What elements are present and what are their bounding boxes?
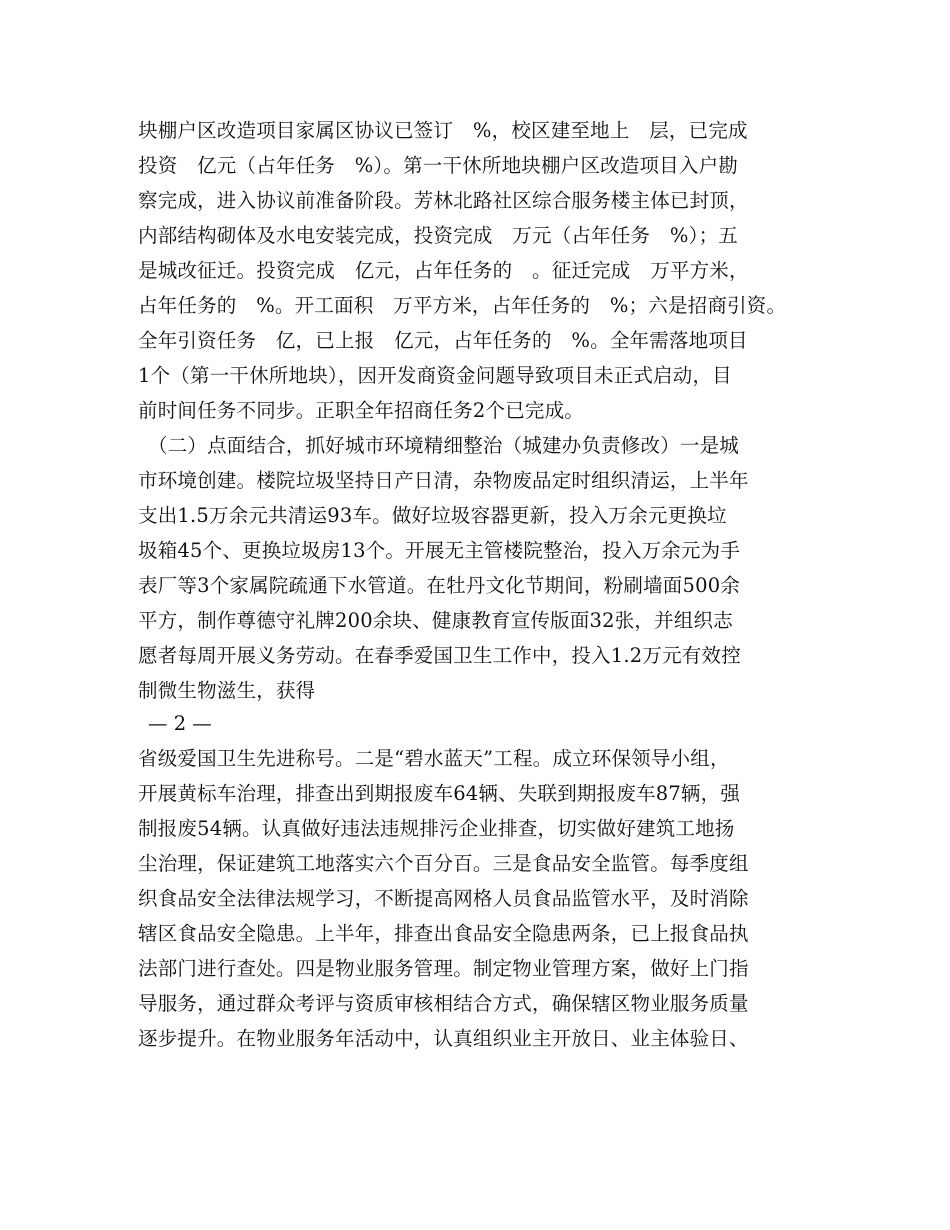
text-line: 辖区食品安全隐患。上半年，排查出食品安全隐患两条，已上报食品执 [138, 922, 749, 945]
text-line: 法部门进行查处。四是物业服务管理。制定物业管理方案，做好上门指 [138, 957, 749, 980]
text-line: 圾箱45个、更换垃圾房13个。开展无主管楼院整治，投入万余元为手 [138, 539, 741, 562]
text-line: 织食品安全法律法规学习，不断提高网格人员食品监管水平，及时消除 [138, 887, 749, 910]
text-line: 逐步提升。在物业服务年活动中，认真组织业主开放日、业主体验日、 [138, 1027, 749, 1050]
text-line: 投资 亿元（占年任务 %）。第一干休所地块棚户区改造项目入户勘 [138, 154, 738, 177]
text-line: 开展黄标车治理，排查出到期报废车64辆、失联到期报废车87辆，强 [138, 782, 741, 805]
text-line: 前时间任务不同步。正职全年招商任务2个已完成。 [138, 399, 585, 422]
text-line: 愿者每周开展义务劳动。在春季爱国卫生工作中，投入1.2万元有效控 [138, 644, 741, 667]
text-line: 尘治理，保证建筑工地落实六个百分百。三是食品安全监管。每季度组 [138, 852, 749, 875]
text-line: 制报废54辆。认真做好违法违规排污企业排查，切实做好建筑工地扬 [138, 817, 735, 840]
text-line: 占年任务的 %。开工面积 万平方米，占年任务的 %；六是招商引资。 [138, 294, 787, 317]
text-line: 块棚户区改造项目家属区协议已签订 %，校区建至地上 层，已完成 [138, 119, 748, 142]
text-line: 1个（第一干休所地块），因开发商资金问题导致项目未正式启动，目 [138, 364, 732, 387]
text-line: 导服务，通过群众考评与资质审核相结合方式，确保辖区物业服务质量 [138, 992, 749, 1015]
page-number: — 2 — [148, 712, 212, 735]
text-line: 支出1.5万余元共清运93车。做好垃圾容器更新，投入万余元更换垃 [138, 504, 727, 527]
text-line: 表厂等3个家属院疏通下水管道。在牡丹文化节期间，粉刷墙面500余 [138, 574, 741, 597]
text-line: 是城改征迁。投资完成 亿元，占年任务的 。征迁完成 万平方米， [138, 259, 749, 282]
text-line: 察完成，进入协议前准备阶段。芳林北路社区综合服务楼主体已封顶， [138, 189, 749, 212]
text-line: 省级爱国卫生先进称号。二是“碧水蓝天”工程。成立环保领导小组， [138, 747, 730, 770]
section-heading-line: （二）点面结合，抓好城市环境精细整治（城建办负责修改）一是城 [148, 434, 740, 457]
text-line: 全年引资任务 亿，已上报 亿元，占年任务的 %。全年需落地项目 [138, 329, 748, 352]
text-line: 内部结构砌体及水电安装完成，投资完成 万元（占年任务 %）；五 [138, 224, 738, 247]
text-line: 制微生物滋生，获得 [138, 679, 316, 702]
text-line: 平方，制作尊德守礼牌200余块、健康教育宣传版面32张，并组织志 [138, 609, 733, 632]
text-line: 市环境创建。楼院垃圾坚持日产日清，杂物废品定时组织清运，上半年 [138, 469, 749, 492]
